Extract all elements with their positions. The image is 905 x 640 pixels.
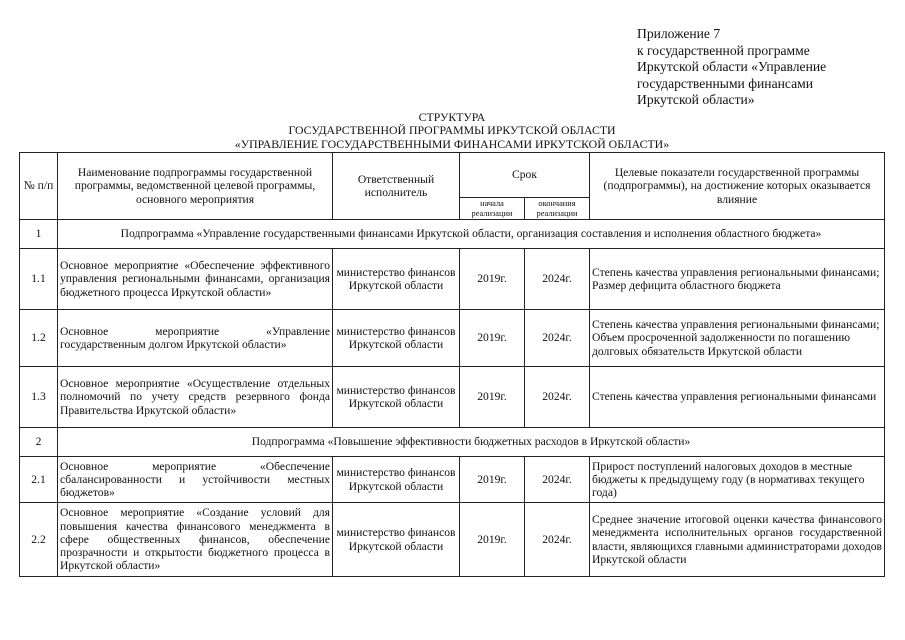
row-executor: министерство финансов Иркутской области <box>333 457 460 503</box>
row-name <box>58 310 333 367</box>
header-executor: Ответственный исполнитель <box>333 153 460 220</box>
subprogram-row <box>20 220 885 249</box>
appendix-line: Приложение 7 <box>637 26 721 41</box>
document-title <box>150 111 754 151</box>
table-row <box>20 457 885 503</box>
row-indicators <box>590 367 885 428</box>
appendix-line: Иркутской области» <box>637 92 755 108</box>
row-executor: министерство финансов Иркутской области <box>333 310 460 367</box>
row-end: 2024г. <box>525 249 590 310</box>
header-row <box>20 153 885 198</box>
appendix-note <box>637 26 897 109</box>
row-end: 2024г. <box>525 367 590 428</box>
row-num: 2.1 <box>20 457 58 503</box>
row-num: 1.3 <box>20 367 58 428</box>
header-term: Срок <box>460 153 590 198</box>
row-name <box>58 503 333 577</box>
row-start: 2019г. <box>460 249 525 310</box>
row-indicators <box>590 249 885 310</box>
table-row <box>20 249 885 310</box>
structure-table <box>19 152 885 577</box>
row-name <box>58 367 333 428</box>
header-name: Наименование подпрограммы государственной программы, ведомственной целевой программы, основного мероприятия <box>58 153 333 220</box>
row-start: 2019г. <box>460 310 525 367</box>
table-row <box>20 310 885 367</box>
row-num: 1.2 <box>20 310 58 367</box>
title-line: «УПРАВЛЕНИЕ ГОСУДАРСТВЕННЫМИ ФИНАНСАМИ ИРКУТСКОЙ ОБЛАСТИ» <box>234 136 670 151</box>
subprogram-title: Подпрограмма «Управление государственными финансами Иркутской области, организация составления и исполнения областного бюджета» <box>58 220 885 249</box>
table-row <box>20 503 885 577</box>
row-name-text: Основное мероприятие «Осуществление отдельных полномочий по учету средств резервного фонда Правительства Иркутской области» <box>60 377 330 417</box>
subprogram-title: Подпрограмма «Повышение эффективности бюджетных расходов в Иркутской области» <box>58 428 885 457</box>
row-executor: министерство финансов Иркутской области <box>333 249 460 310</box>
indicator-item: Прирост поступлений налоговых доходов в местные бюджеты к предыдущему году (в нормативах текущего года) <box>592 459 865 500</box>
row-end: 2024г. <box>525 310 590 367</box>
subprogram-num: 2 <box>20 428 58 457</box>
indicator-item: Объем просроченной задолженности по погашению долговых обязательств Иркутской области <box>592 331 850 358</box>
row-end: 2024г. <box>525 503 590 577</box>
indicator-item: Размер дефицита областного бюджета <box>592 279 781 292</box>
indicator-item: Степень качества управления региональными финансами; <box>592 265 880 279</box>
header-end: окончания реализации <box>525 198 590 220</box>
row-start: 2019г. <box>460 367 525 428</box>
row-executor: министерство финансов Иркутской области <box>333 503 460 577</box>
appendix-line: к государственной программе <box>637 42 810 58</box>
row-name-text: Основное мероприятие «Управление государственным долгом Иркутской области» <box>60 324 330 351</box>
subprogram-row <box>20 428 885 457</box>
title-line: СТРУКТУРА <box>418 110 486 124</box>
indicator-item: Среднее значение итоговой оценки качества финансового менеджмента исполнительных органов государственной власти, являющихся главными администраторами доходов Иркутской области <box>592 513 882 566</box>
appendix-line: государственными финансами <box>637 75 813 91</box>
indicator-item: Степень качества управления региональными финансами <box>592 390 877 404</box>
row-name-text: Основное мероприятие «Обеспечение сбалансированности и устойчивости местных бюджетов» <box>60 459 330 500</box>
row-num: 1.1 <box>20 249 58 310</box>
row-executor: министерство финансов Иркутской области <box>333 367 460 428</box>
row-start: 2019г. <box>460 457 525 503</box>
indicator-item: Степень качества управления региональными финансами; <box>592 318 880 332</box>
row-name <box>58 249 333 310</box>
row-end: 2024г. <box>525 457 590 503</box>
row-num: 2.2 <box>20 503 58 577</box>
row-name <box>58 457 333 503</box>
row-indicators <box>590 457 885 503</box>
row-name-text: Основное мероприятие «Обеспечение эффективного управления региональными финансами, организация бюджетного процесса Иркутской области» <box>60 259 330 299</box>
header-indicators: Целевые показатели государственной программы (подпрограммы), на достижение которых оказывается влияние <box>590 153 885 220</box>
header-num: № п/п <box>20 153 58 220</box>
row-start: 2019г. <box>460 503 525 577</box>
header-start: начала реализации <box>460 198 525 220</box>
table-row <box>20 367 885 428</box>
row-name-text: Основное мероприятие «Создание условий для повышения качества финансового менеджмента в сфере общественных финансов, обеспечение прозрачности и открытости бюджетного процесса в Иркутской области» <box>60 506 330 573</box>
row-indicators <box>590 503 885 577</box>
row-indicators <box>590 310 885 367</box>
title-line: ГОСУДАРСТВЕННОЙ ПРОГРАММЫ ИРКУТСКОЙ ОБЛАСТИ <box>288 123 616 138</box>
subprogram-num: 1 <box>20 220 58 249</box>
appendix-line: Иркутской области «Управление <box>637 59 827 75</box>
